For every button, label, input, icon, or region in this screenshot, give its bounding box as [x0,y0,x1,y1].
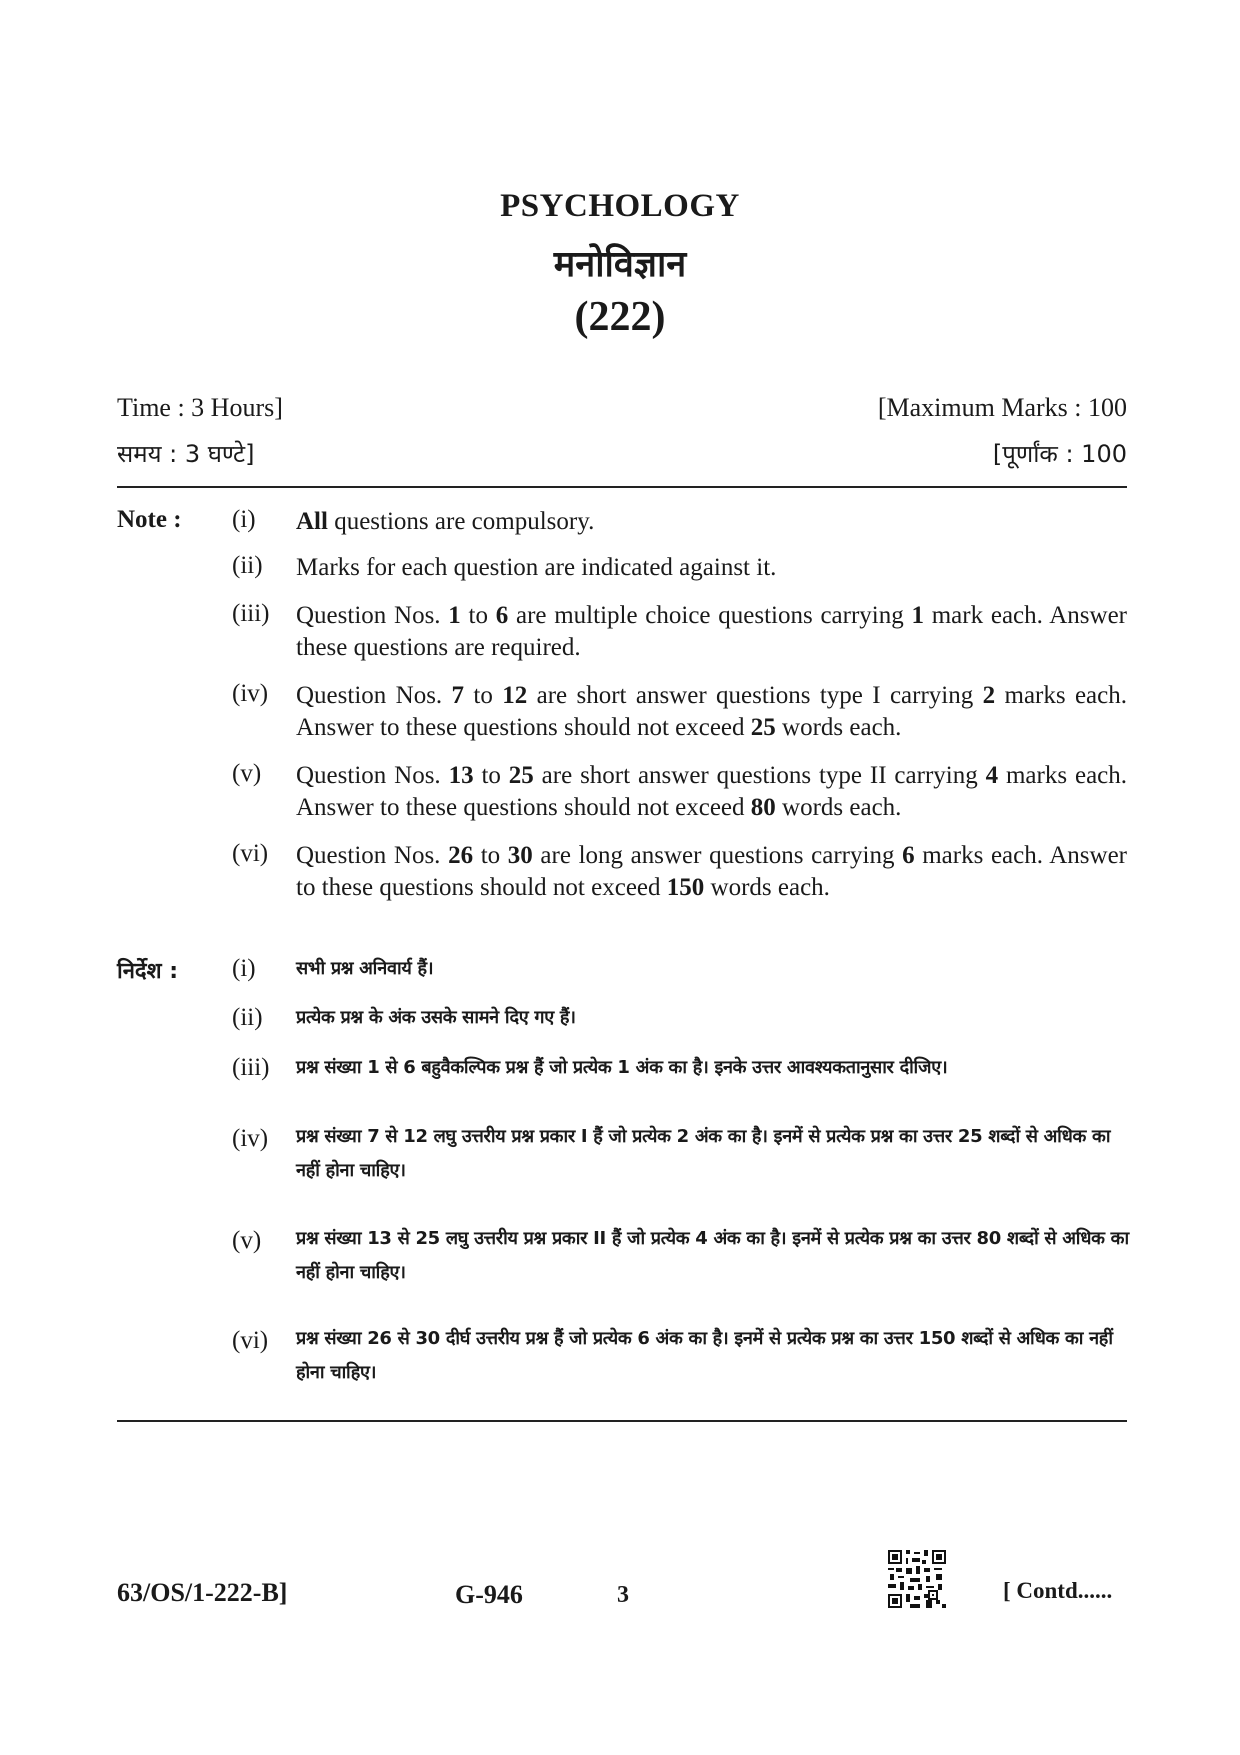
note-label-hindi: निर्देश : [117,959,179,984]
subject-code: (222) [574,294,666,340]
max-marks-hi: [पूर्णांक : 100 [992,440,1127,468]
note-num-4: (iv) [232,680,269,707]
note-num-1: (i) [232,506,256,533]
time-hi: समय : 3 घण्टे] [117,440,255,468]
page-title: PSYCHOLOGY [500,188,740,224]
note-label: Note : [117,506,182,533]
note-hi-item-2: प्रत्येक प्रश्न के अंक उसके सामने दिए गए हैं। [296,1007,576,1028]
note-hi-item-6: प्रश्न संख्या 26 से 30 दीर्घ उत्तरीय प्रश्न हैं जो प्रत्येक 6 अंक का है। इनमें से प्रत्येक प्रश्न का उत्तर 150 शब्दों से अधिक का नहीं होना चाहिए। [296,1328,1113,1383]
series-code: G-946 [455,1580,523,1609]
note-hi-item-5: प्रश्न संख्या 13 से 25 लघु उत्तरीय प्रश्न प्रकार II हैं जो प्रत्येक 4 अंक का है। इनमें से प्रत्येक प्रश्न का उत्तर 80 शब्दों से अधिक का नहीं होना चाहिए। [296,1228,1129,1283]
note-num-3: (iii) [232,600,270,627]
note-num-5: (v) [232,760,262,787]
page-title-hindi: मनोविज्ञान [553,244,687,285]
note-num-2: (ii) [232,552,263,579]
max-marks-en: [Maximum Marks : 100 [877,393,1127,422]
note-item-4: Question Nos. 7 to 12 are short answer questions type I carrying 2 marks each. Answer to these questions should not exceed 25 words each. [296,682,1127,741]
paper-code: 63/OS/1-222-B] [117,1578,288,1607]
divider-bottom [117,1420,1127,1422]
note-hi-item-1: सभी प्रश्न अनिवार्य हैं। [296,958,434,979]
note-item-6: Question Nos. 26 to 30 are long answer questions carrying 6 marks each. Answer to these questions should not exceed 150 words each. [296,842,1128,901]
note-hi-num-2: (ii) [232,1004,263,1031]
note-hi-num-4: (iv) [232,1125,269,1152]
note-item-1: All questions are compulsory. [296,508,595,535]
note-hi-num-1: (i) [232,955,256,982]
page-number: 3 [617,1582,629,1608]
note-hi-num-3: (iii) [232,1054,270,1081]
divider-top [117,486,1127,488]
note-hi-num-6: (vi) [232,1327,269,1354]
note-item-3: Question Nos. 1 to 6 are multiple choice questions carrying 1 mark each. Answer these questions are required. [296,602,1128,661]
contd-label: [ Contd...... [1003,1578,1113,1603]
time-en: Time : 3 Hours] [117,393,283,422]
note-num-6: (vi) [232,840,269,867]
note-hi-item-3: प्रश्न संख्या 1 से 6 बहुवैकल्पिक प्रश्न हैं जो प्रत्येक 1 अंक का है। इनके उत्तर आवश्यकतानुसार दीजिए। [296,1057,948,1078]
note-item-2: Marks for each question are indicated against it. [296,554,777,581]
note-hi-num-5: (v) [232,1227,262,1254]
note-hi-item-4: प्रश्न संख्या 7 से 12 लघु उत्तरीय प्रश्न प्रकार I हैं जो प्रत्येक 2 अंक का है। इनमें से प्रत्येक प्रश्न का उत्तर 25 शब्दों से अधिक का नहीं होना चाहिए। [296,1126,1111,1181]
qr-code-icon [888,1550,946,1608]
note-item-5: Question Nos. 13 to 25 are short answer questions type II carrying 4 marks each. Answer to these questions should not exceed 80 words each. [296,762,1128,821]
